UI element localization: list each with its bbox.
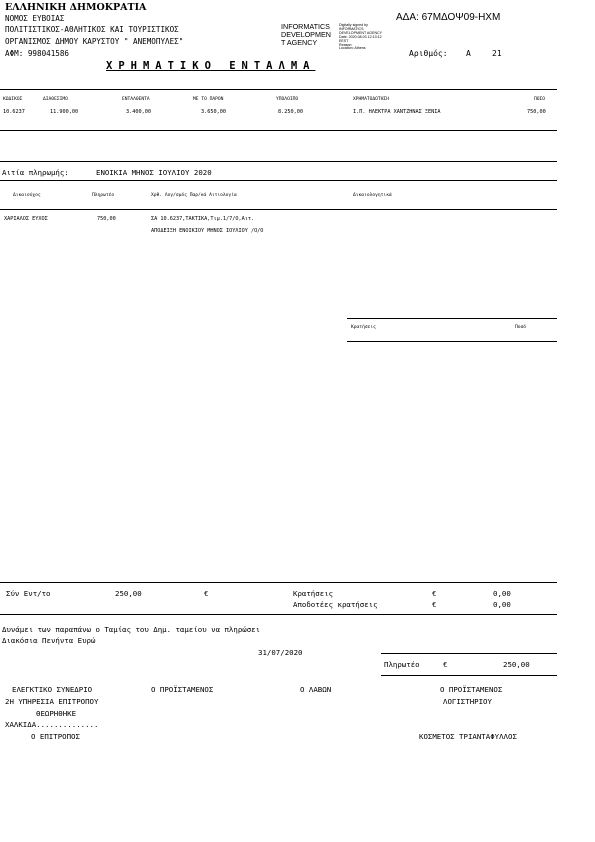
signature-stamp-line1: INFORMATICS — [281, 22, 330, 31]
summary-header-current: ΜΕ ΤΟ ΠΑΡΟΝ — [193, 97, 224, 102]
summary-value-ordered: 3.400,00 — [126, 109, 151, 115]
org-prefecture: ΝΟΜΟΣ ΕΥΒΟΙΑΣ — [5, 14, 65, 23]
org-afm: ΑΦΜ: 998041586 — [5, 49, 70, 58]
signature-receiver: Ο ΛΑΒΩΝ — [300, 685, 332, 694]
payable-value: 250,00 — [503, 660, 530, 669]
signature-court-line4: ΧΑΛΚΙΔΑ.............. — [5, 720, 99, 729]
signature-stamp-detail: Digitally signed by — [339, 23, 368, 27]
divider — [347, 341, 557, 342]
payable-currency: € — [443, 660, 448, 669]
withheld-paid-label: Αποδοτέες κρατήσεις — [293, 600, 378, 609]
signature-stamp-details — [339, 24, 382, 51]
signature-head: Ο ΠΡΟΪΣΤΑΜΕΝΟΣ — [151, 685, 214, 694]
summary-value-current: 3.650,00 — [201, 109, 226, 115]
divider — [0, 582, 557, 583]
payable-label: Πληρωτέο — [384, 660, 420, 669]
signature-stamp-detail: DEVELOPMENT AGENCY — [339, 30, 383, 35]
withholdings-value: 0,00 — [493, 589, 511, 598]
signature-accounting-dept: ΛΟΓΙΣΤΗΡΙΟΥ — [443, 697, 492, 706]
divider — [0, 130, 557, 131]
detail-description-line1: ΣΑ 10.6237,ΤΑΚΤΙΚΑ,Τιμ.1/7/Ο,Αιτ. — [151, 216, 255, 222]
signature-accounting-head: Ο ΠΡΟΪΣΤΑΜΕΝΟΣ — [440, 685, 503, 694]
withholdings-currency: € — [432, 589, 437, 598]
detail-beneficiary: ΧΑΡΙΑΛΟΣ ΕΥΧΟΣ — [4, 216, 48, 222]
document-number-value: 21 — [492, 49, 502, 58]
org-name-line1: ΠΟΛΙΤΙΣΤΙΚΟΣ-ΑΘΛΗΤΙΚΟΣ ΚΑΙ ΤΟΥΡΙΣΤΙΚΟΣ — [5, 25, 179, 34]
signature-stamp-detail: INFORMATICS — [339, 26, 364, 31]
signature-court-commissioner: Ο ΕΠΙΤΡΟΠΟΣ — [31, 732, 80, 741]
detail-description-line2: ΑΠΟΔΕΙΞΗ ΕΝΟΙΚΙΟΥ ΜΗΝΟΣ ΙΟΥΛΙΟΥ /Ο/Ο — [151, 228, 264, 234]
payment-order-text: Δυνάμει των παραπάνω ο Ταμίας του Δημ. ταμείου να πληρώσει — [2, 625, 261, 634]
summary-header-code: ΚΩΔΙΚΟΣ — [3, 97, 23, 102]
summary-value-available: 11.900,00 — [50, 109, 79, 115]
detail-header-payable: Πληρωτέο — [92, 193, 115, 198]
summary-header-ordered: ΕΝΤΑΛΘΕΝΤΑ — [122, 97, 150, 102]
signature-court-line3: ΘΕΩΡΗΘΗΚΕ — [36, 709, 77, 718]
payment-reason-value: ΕΝΟΙΚΙΑ ΜΗΝΟΣ ΙΟΥΛΙΟΥ 2020 — [96, 168, 212, 177]
signature-accounting-name: ΚΟΣΜΕΤΟΣ ΤΡΙΑΝΤΑΦΥΛΛΟΣ — [419, 732, 517, 741]
amount-in-words: Διακόσια Πενήντα Ευρώ — [2, 636, 96, 645]
deductions-header-label: Κρατήσεις — [351, 325, 376, 330]
deductions-header-amount: Ποσό — [515, 325, 527, 330]
summary-header-amount: ΠΟΣΟ — [534, 97, 546, 102]
document-number-label: Αριθμός: — [409, 49, 448, 58]
detail-header-description: Χρθ. Λογ/σμός Παρ/κά Αιτιολογία — [151, 193, 237, 198]
document-title: ΧΡΗΜΑΤΙΚΟ ΕΝΤΑΛΜΑ — [106, 60, 316, 72]
signature-stamp-detail: EEST — [339, 38, 349, 43]
detail-header-documents: Δικαιολογητικά — [353, 193, 392, 198]
detail-amount: 750,00 — [97, 216, 116, 222]
withheld-paid-value: 0,00 — [493, 600, 511, 609]
divider — [0, 89, 557, 90]
divider — [0, 161, 557, 162]
summary-value-amount: 750,00 — [527, 109, 546, 115]
total-value: 250,00 — [115, 589, 142, 598]
signature-stamp-detail: Location: Athens — [339, 46, 366, 51]
org-name-line2: ΟΡΓΑΝΙΣΜΟΣ ΔΗΜΟΥ ΚΑΡΥΣΤΟΥ " ΑΝΕΜΟΠΥΛΕΣ" — [5, 37, 184, 46]
withholdings-label: Κρατήσεις — [293, 589, 334, 598]
org-country: ΕΛΛΗΝΙΚΗ ΔΗΜΟΚΡΑΤΙΑ — [5, 2, 147, 13]
withheld-paid-currency: € — [432, 600, 437, 609]
total-currency: € — [204, 589, 209, 598]
issue-date: 31/07/2020 — [258, 648, 303, 657]
signature-stamp-detail: Date: 2020.08.03 12:13:12 — [339, 34, 382, 39]
total-label: Σύν Εντ/το — [6, 589, 51, 598]
signature-stamp-line3: T AGENCY — [281, 38, 318, 47]
ada-code: ΑΔΑ: 67ΜΔΟΨ09-ΗΧΜ — [396, 12, 501, 23]
signature-stamp-line2: DEVELOPMEN — [281, 30, 331, 39]
signature-stamp-issuer — [281, 23, 331, 47]
summary-header-balance: ΥΠΟΛΟΙΠΟ — [276, 97, 299, 102]
divider — [381, 653, 557, 654]
signature-court-line1: ΕΛΕΓΚΤΙΚΟ ΣΥΝΕΔΡΙΟ — [12, 685, 93, 694]
divider — [0, 209, 557, 210]
summary-value-funding: Ι.Π. ΗΛΕΚΤΡΑ ΧΑΝΤΖΗΝΑΣ ΞΕΝΙΑ — [353, 109, 441, 115]
document-number-series: Α — [466, 49, 471, 58]
divider — [0, 614, 557, 615]
signature-court-line2: 2Η ΥΠΗΡΕΣΙΑ ΕΠΙΤΡΟΠΟΥ — [5, 697, 99, 706]
summary-header-available: ΔΙΑΘΕΣΙΜΟ — [43, 97, 68, 102]
summary-value-code: 10.6237 — [3, 109, 25, 115]
signature-stamp-detail: Reason: — [339, 42, 353, 47]
divider — [0, 180, 557, 181]
detail-header-beneficiary: Δικαιούχος — [13, 193, 41, 198]
payment-reason-label: Αιτία πληρωμής: — [2, 168, 69, 177]
divider — [381, 675, 557, 676]
summary-value-balance: 8.250,00 — [278, 109, 303, 115]
divider — [347, 318, 557, 319]
summary-header-funding: ΧΡΗΜΑΤΟΔΟΤΗΣΗ — [353, 97, 389, 102]
